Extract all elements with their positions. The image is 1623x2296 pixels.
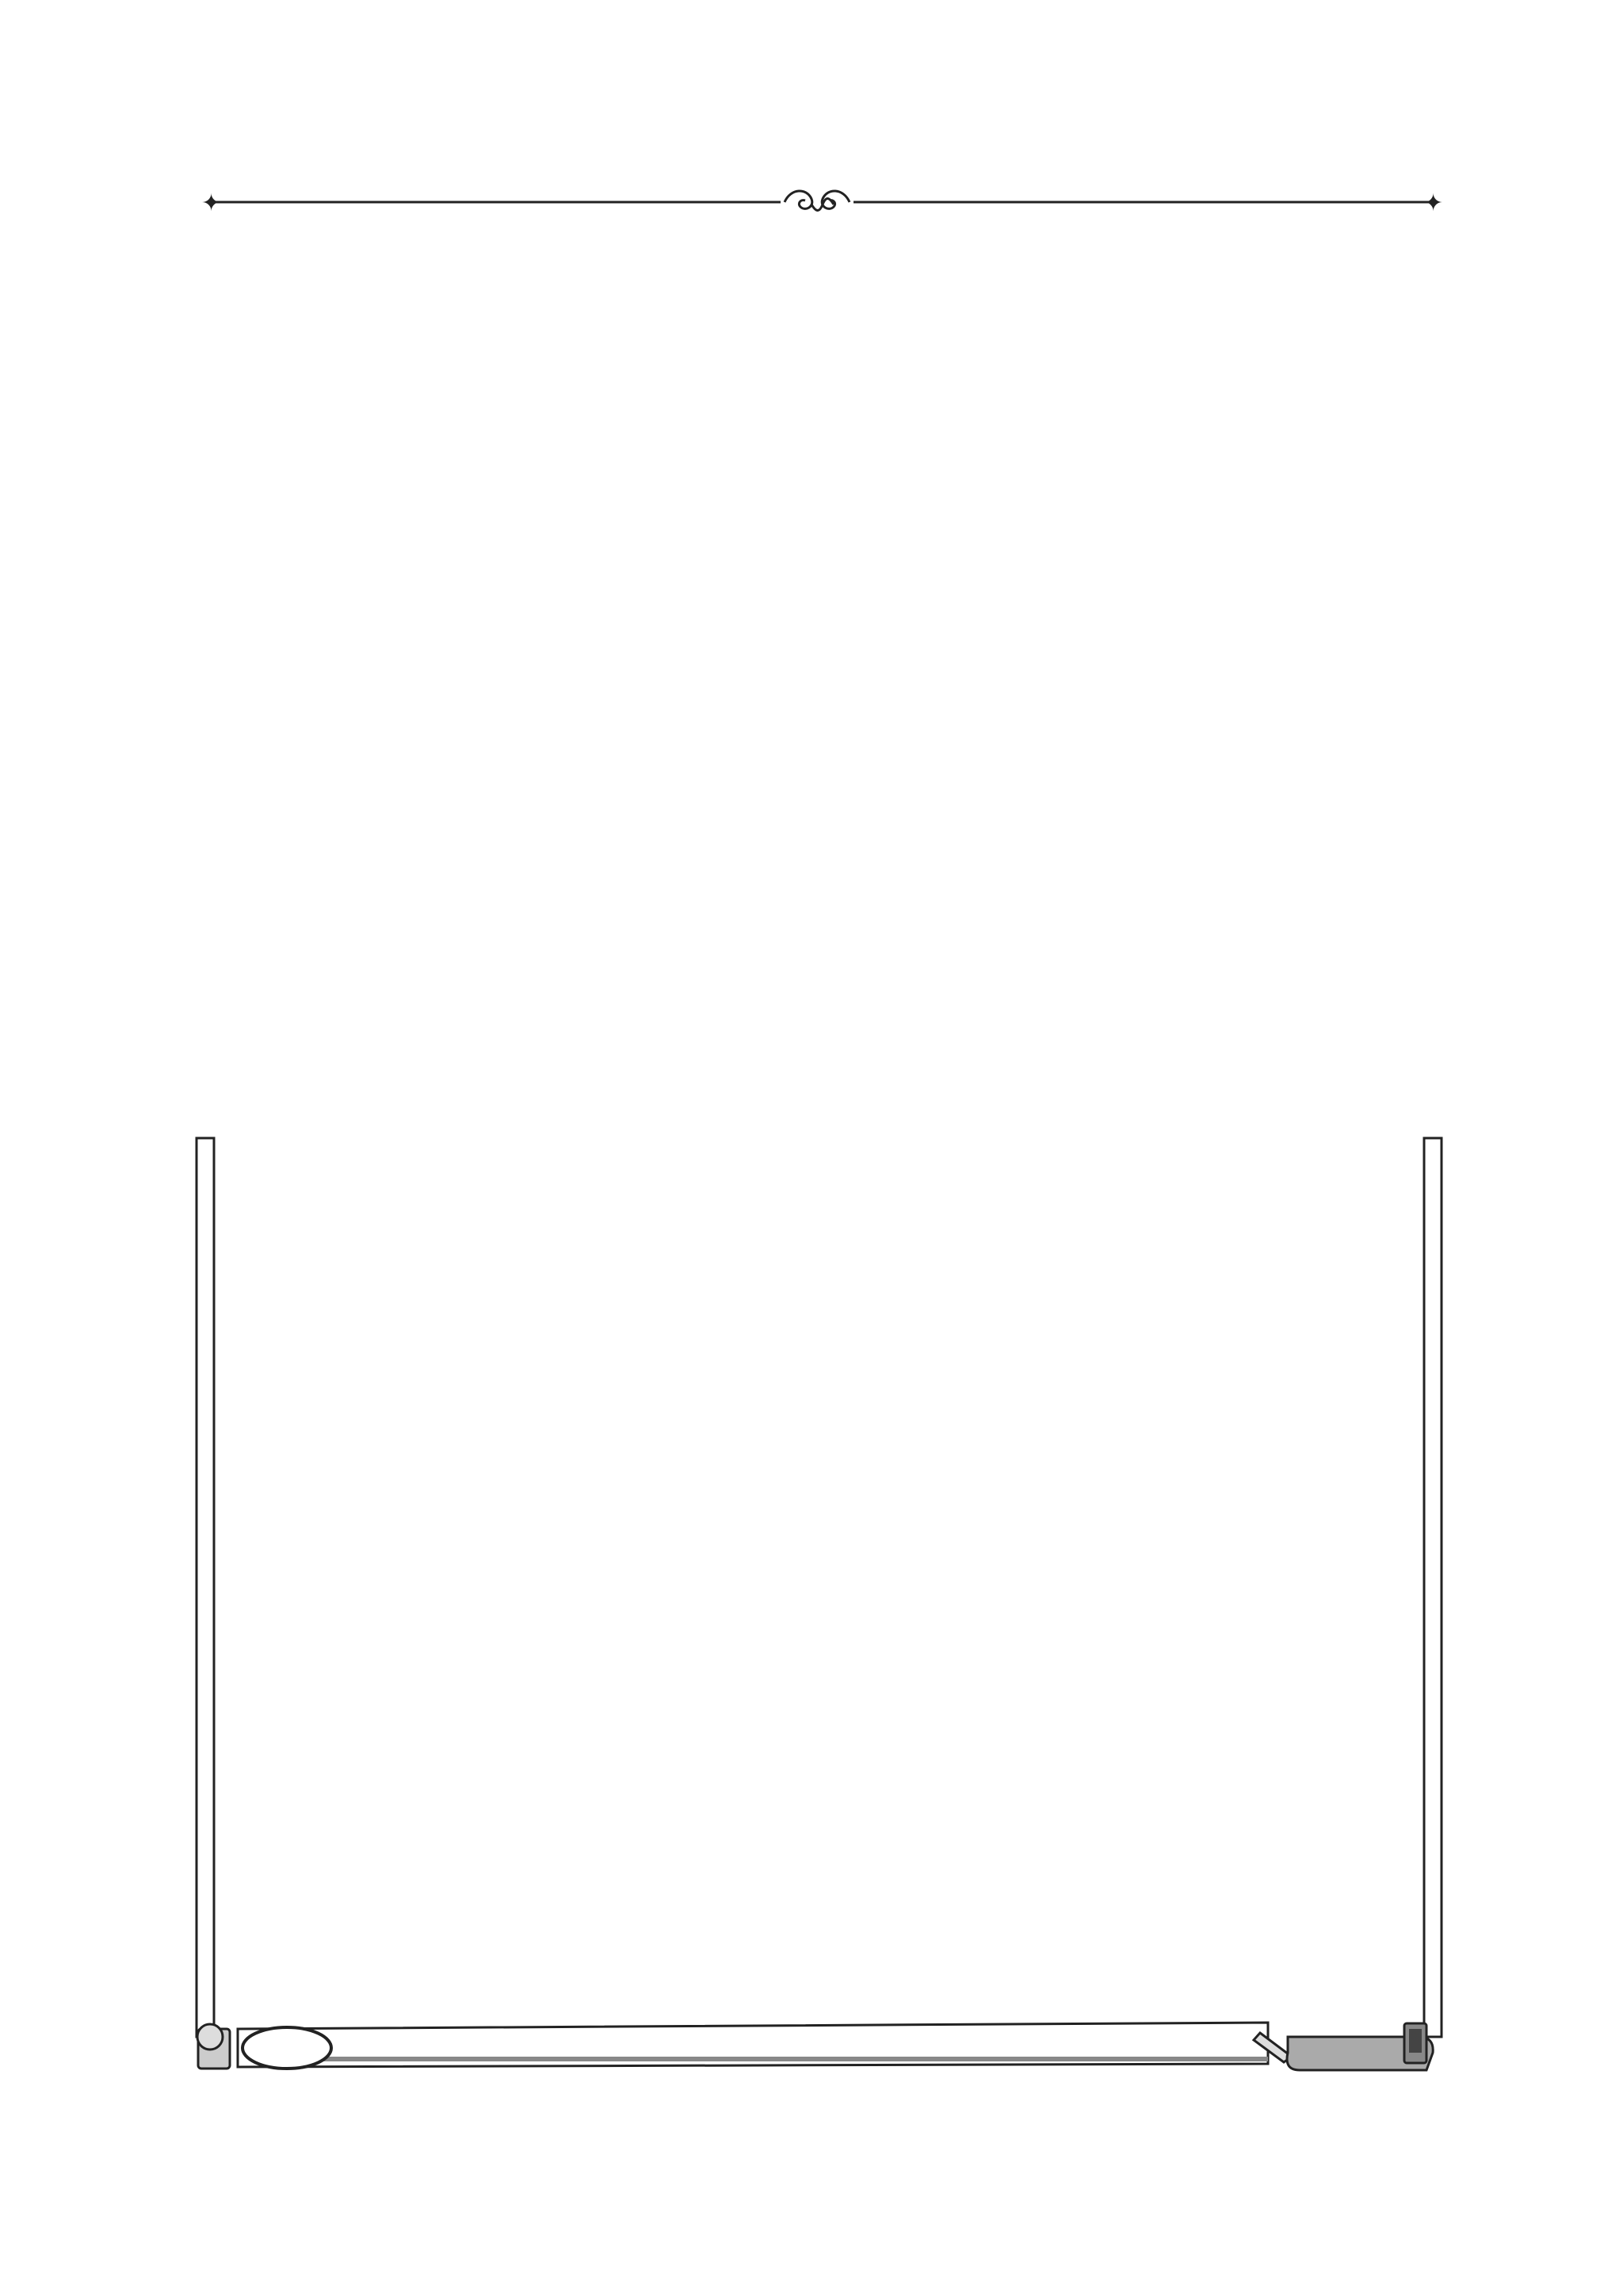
ornament-scroll-icon — [781, 191, 854, 212]
top-border-chain — [201, 189, 1443, 217]
lower-side-lines — [197, 1138, 1442, 2037]
question-text-block — [311, 1365, 1404, 1400]
svg-text:✦: ✦ — [1423, 189, 1444, 217]
footer-bar — [197, 2023, 1433, 2070]
book-icon — [197, 2024, 230, 2069]
svg-text:✦: ✦ — [201, 189, 222, 217]
tablet-icon — [1404, 2023, 1426, 2063]
